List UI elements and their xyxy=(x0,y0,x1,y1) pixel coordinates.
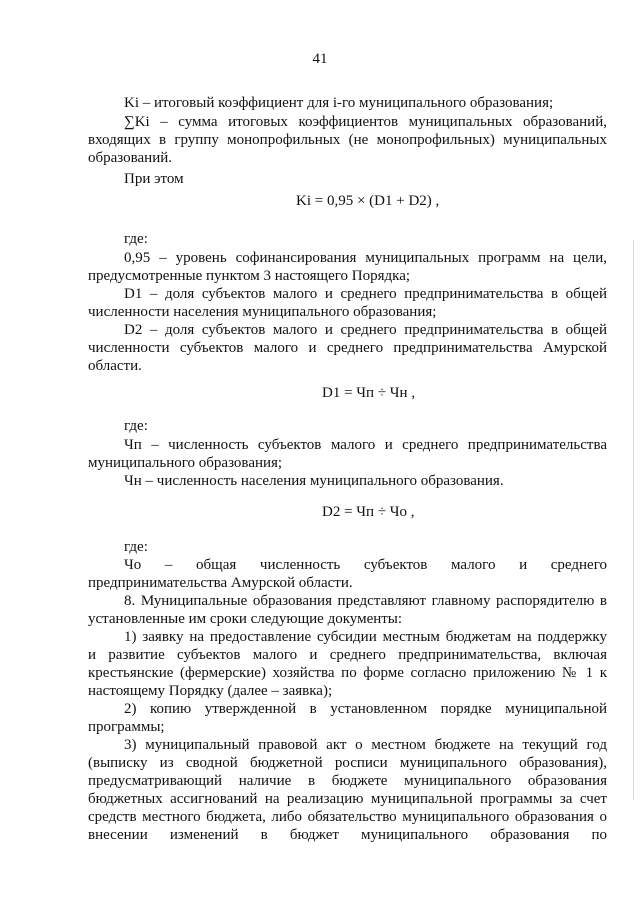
text-where: где: xyxy=(124,418,148,434)
item-3: 3) муниципальный правовой акт о местном бюджете на текущий год xyxy=(124,737,607,753)
formula-d1: D1 = Чп ÷ Чн , xyxy=(322,385,416,401)
text-line: входящих в группу монопрофильных (не монопрофильных) муниципальных xyxy=(88,132,607,148)
text-line: (выписку из сводной бюджетной росписи муниципального образования), xyxy=(88,755,607,771)
definition-d1: D1 – доля субъектов малого и среднего предпринимательства в общей xyxy=(124,286,607,302)
text-line: бюджетных ассигнований на реализацию муниципальной программы за счет xyxy=(88,791,607,807)
item-2: 2) копию утвержденной в установленном порядке муниципальной xyxy=(124,701,607,717)
text-line: области. xyxy=(88,358,142,374)
text-line: образований. xyxy=(88,150,173,166)
text-where: где: xyxy=(124,539,148,555)
scan-edge-line xyxy=(633,240,634,800)
paragraph-8: 8. Муниципальные образования представляют главному распорядителю в xyxy=(124,593,607,609)
text-line: муниципального образования; xyxy=(88,455,283,471)
definition-chp: Чп – численность субъектов малого и среднего предпринимательства xyxy=(124,437,607,453)
definition-cho: Чо – общая численность субъектов малого и среднего xyxy=(124,557,607,573)
text-line: программы; xyxy=(88,719,165,735)
text-line: предусмотренные пунктом 3 настоящего Порядка; xyxy=(88,268,411,284)
text-line: численности субъектов малого и среднего предпринимательства Амурской xyxy=(88,340,607,356)
definition-sum-ki: ∑Ki – сумма итоговых коэффициентов муниципальных образований, xyxy=(124,114,607,130)
text-line: При этом xyxy=(124,171,184,187)
formula-ki: Ki = 0,95 × (D1 + D2) , xyxy=(296,193,440,209)
text-line: предпринимательства Амурской области. xyxy=(88,575,353,591)
text-line: средств местного бюджета, либо обязательство муниципального образования о xyxy=(88,809,607,825)
text-line: настоящему Порядку (далее – заявка); xyxy=(88,683,333,699)
item-1: 1) заявку на предоставление субсидии местным бюджетам на поддержку xyxy=(124,629,607,645)
text-line: установленные им сроки следующие документы: xyxy=(88,611,403,627)
definition-d2: D2 – доля субъектов малого и среднего предпринимательства в общей xyxy=(124,322,607,338)
text-line: предусматривающий наличие в бюджете муниципального образования xyxy=(88,773,607,789)
text-line: численности населения муниципального образования; xyxy=(88,304,437,320)
formula-d2: D2 = Чп ÷ Чо , xyxy=(322,504,415,520)
text-line: и развитие субъектов малого и среднего предпринимательства, включая xyxy=(88,647,607,663)
text-where: где: xyxy=(124,231,148,247)
page-number: 41 xyxy=(312,51,328,67)
text-line: крестьянские (фермерские) хозяйства по форме согласно приложению № 1 к xyxy=(88,665,607,681)
definition-095: 0,95 – уровень софинансирования муниципальных программ на цели, xyxy=(124,250,607,266)
definition-ki: Ki – итоговый коэффициент для i-го муниципального образования; xyxy=(124,95,554,111)
text-line: внесении изменений в бюджет муниципального образования по xyxy=(88,827,607,843)
definition-chn: Чн – численность населения муниципального образования. xyxy=(124,473,504,489)
